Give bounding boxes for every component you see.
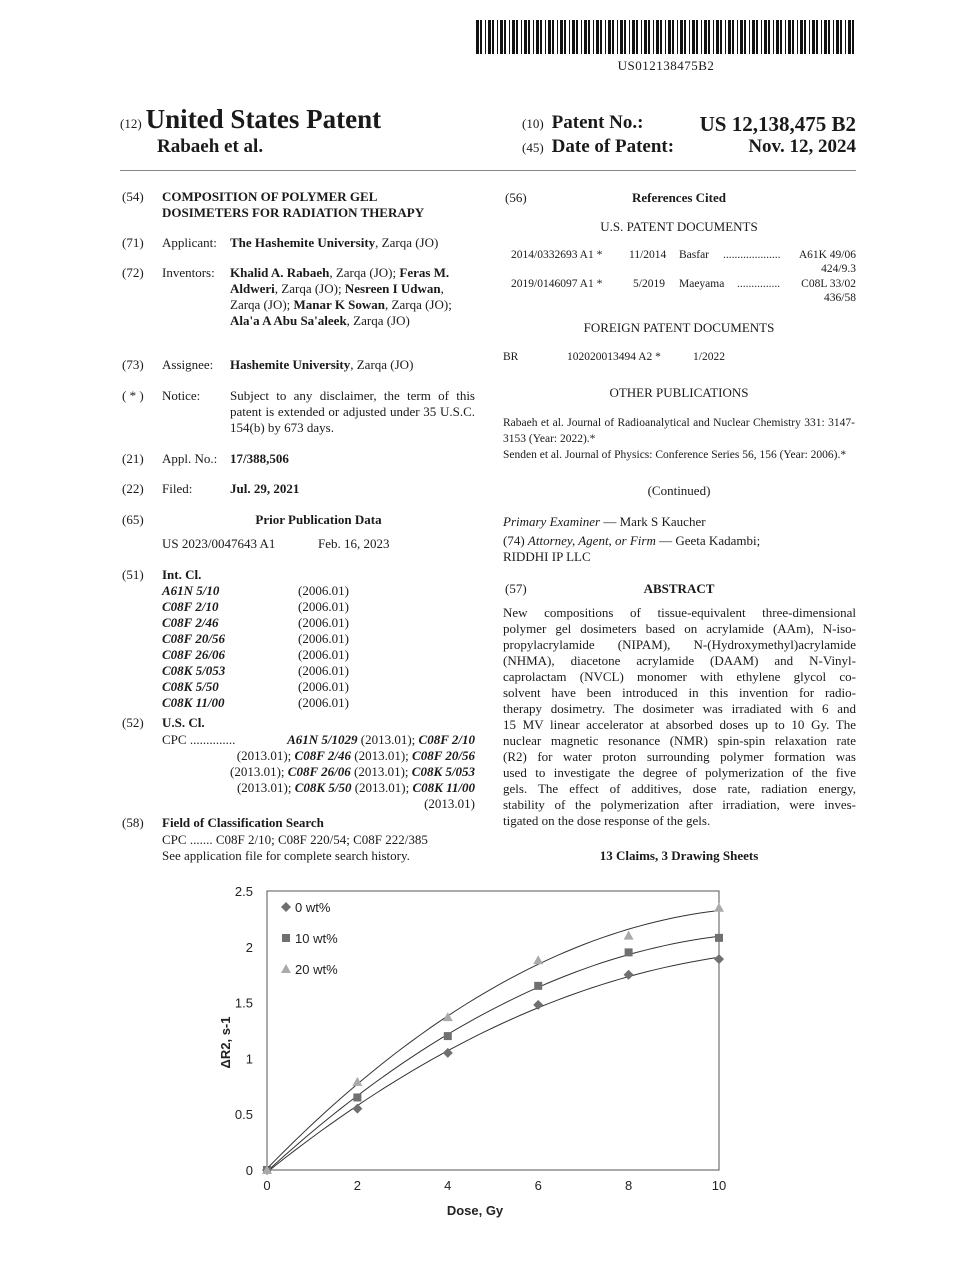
us-cl-heading: U.S. Cl. bbox=[162, 715, 205, 730]
barcode-bar bbox=[512, 20, 515, 54]
barcode-bar bbox=[845, 20, 846, 54]
barcode-bar bbox=[677, 20, 678, 54]
inventor-location: , Zarqa (JO); bbox=[329, 265, 400, 280]
foreign-docs-heading: FOREIGN PATENT DOCUMENTS bbox=[583, 320, 775, 335]
barcode-bar bbox=[540, 20, 542, 54]
cpc-line bbox=[180, 796, 475, 812]
inid-code: (12) bbox=[120, 116, 142, 131]
barcode-bar bbox=[533, 20, 534, 54]
barcode-bar bbox=[485, 20, 486, 54]
barcode-bar bbox=[668, 20, 671, 54]
barcode-bar bbox=[788, 20, 791, 54]
table-row bbox=[162, 631, 349, 647]
int-cl-code: C08K 5/053 bbox=[162, 663, 226, 678]
x-tick-label: 6 bbox=[534, 1178, 542, 1193]
cpc-segment: A61N 5/1029 bbox=[287, 732, 358, 747]
barcode-bar bbox=[812, 20, 815, 54]
barcode-bar bbox=[548, 20, 551, 54]
inventor-name: Feras M. Aldweri bbox=[230, 265, 450, 296]
data-point-square bbox=[444, 1032, 452, 1040]
date-of-patent: Nov. 12, 2024 bbox=[748, 136, 856, 157]
y-tick-label: 1 bbox=[245, 1051, 253, 1067]
y-tick-label: 1.5 bbox=[234, 995, 253, 1011]
prior-publication-date: Feb. 16, 2023 bbox=[318, 536, 390, 551]
cpc-segment: (2013.01); bbox=[236, 780, 295, 795]
barcode-bar bbox=[629, 20, 630, 54]
barcode-bar bbox=[569, 20, 570, 54]
attorney-name: — Geeta Kadambi; bbox=[655, 533, 761, 548]
barcode-bar bbox=[608, 20, 611, 54]
int-cl-version: (2006.01) bbox=[298, 599, 349, 614]
appl-no-label: Appl. No.: bbox=[162, 451, 218, 466]
date-of-patent-label: Date of Patent: bbox=[551, 136, 675, 157]
barcode-bar bbox=[704, 20, 707, 54]
inid-code: (57) bbox=[505, 581, 527, 596]
barcode-bar bbox=[624, 20, 626, 54]
table-row bbox=[162, 599, 349, 615]
barcode-bar bbox=[689, 20, 690, 54]
y-axis-label: ΔR2, s-1 bbox=[218, 1016, 233, 1069]
barcode-bar bbox=[648, 20, 650, 54]
reference-name: Maeyama bbox=[679, 278, 725, 290]
inid-code: (65) bbox=[122, 512, 144, 527]
data-point-triangle bbox=[533, 955, 543, 964]
barcode-bar bbox=[848, 20, 851, 54]
int-cl-code: C08K 11/00 bbox=[162, 695, 225, 710]
barcode-bar bbox=[773, 20, 774, 54]
cpc-segment: (2013.01); bbox=[351, 780, 413, 795]
abstract-line: propylacrylamide (NIPAM), N-(Hydroxymethyl)acrylamide bbox=[503, 637, 856, 652]
barcode-bar bbox=[752, 20, 755, 54]
title-line: DOSIMETERS FOR RADIATION THERAPY bbox=[162, 205, 425, 220]
barcode-bar bbox=[480, 20, 482, 54]
barcode-bar bbox=[744, 20, 746, 54]
claims-summary: 13 Claims, 3 Drawing Sheets bbox=[599, 848, 759, 863]
barcode-bar bbox=[572, 20, 575, 54]
barcode-bar bbox=[816, 20, 818, 54]
barcode-bar bbox=[636, 20, 638, 54]
barcode-bar bbox=[713, 20, 714, 54]
barcode-bar bbox=[605, 20, 606, 54]
cpc-segment: (2013.01); bbox=[236, 748, 295, 763]
barcode-bar bbox=[617, 20, 618, 54]
barcode-bar bbox=[600, 20, 602, 54]
inventors-label: Inventors: bbox=[162, 265, 215, 280]
barcode-bar bbox=[653, 20, 654, 54]
inventor-location: , Zarqa (JO); bbox=[274, 281, 345, 296]
int-cl-version: (2006.01) bbox=[298, 663, 349, 678]
barcode-bar bbox=[737, 20, 738, 54]
reference-dots: .................... bbox=[723, 249, 781, 261]
notice-text: Subject to any disclaimer, the term of this patent is extended or adjusted under 35 U.S.C. 154(b) by 673 days. bbox=[230, 388, 475, 435]
barcode-bar bbox=[500, 20, 503, 54]
data-point-diamond bbox=[714, 954, 724, 964]
foreign-number: 102020013494 A2 * bbox=[567, 351, 661, 363]
cpc-segment: C08F 26/06 bbox=[287, 764, 351, 779]
inventor-name: Manar K Sowan bbox=[293, 297, 386, 312]
inventor-name: Khalid A. Rabaeh bbox=[230, 265, 330, 280]
barcode-bar bbox=[761, 20, 762, 54]
barcode-bar bbox=[852, 20, 854, 54]
cpc-prefix: CPC .............. bbox=[162, 732, 236, 747]
abstract-line: (NHMA), diacetone acrylamide (DAAM) and N-Vinyl- bbox=[503, 653, 856, 668]
barcode-bar bbox=[641, 20, 642, 54]
table-row bbox=[162, 615, 349, 631]
reference-number: 2014/0332693 A1 * bbox=[511, 249, 603, 261]
y-tick-label: 2.5 bbox=[234, 884, 253, 899]
patent-number-label: Patent No.: bbox=[551, 112, 644, 133]
int-cl-code: C08F 20/56 bbox=[162, 631, 225, 646]
barcode-bar bbox=[792, 20, 794, 54]
legend-marker-square bbox=[282, 934, 290, 942]
date-of-patent-line bbox=[522, 136, 856, 158]
barcode-bar bbox=[476, 20, 479, 54]
cpc-segment: C08K 11/00 bbox=[412, 780, 475, 795]
abstract-line: 15 MV linear accelerator at absorbed doses up to 10 Gy. The bbox=[503, 717, 856, 732]
primary-examiner bbox=[503, 514, 706, 530]
table-row bbox=[162, 583, 349, 599]
data-point-diamond bbox=[352, 1104, 362, 1114]
assignee bbox=[230, 357, 480, 373]
barcode-bar bbox=[800, 20, 803, 54]
barcode-bar bbox=[536, 20, 539, 54]
abstract-line: polymer gel dosimeters based on acrylamide (AAm), N-iso- bbox=[503, 621, 856, 636]
applicant-location: , Zarqa (JO) bbox=[375, 235, 439, 250]
int-cl-version: (2006.01) bbox=[298, 679, 349, 694]
attorney-firm: RIDDHI IP LLC bbox=[503, 549, 591, 564]
cpc-segment: C08K 5/053 bbox=[411, 764, 475, 779]
continued-note: (Continued) bbox=[647, 483, 711, 498]
int-cl-heading: Int. Cl. bbox=[162, 567, 202, 582]
reference-date: 5/2019 bbox=[633, 278, 665, 290]
cpc-segment: (2013.01) bbox=[424, 796, 475, 811]
foreign-date: 1/2022 bbox=[693, 351, 725, 363]
y-tick-label: 2 bbox=[245, 939, 253, 955]
barcode-bar bbox=[809, 20, 810, 54]
barcode-bar bbox=[836, 20, 839, 54]
barcode-bar bbox=[696, 20, 698, 54]
us-docs-heading: U.S. PATENT DOCUMENTS bbox=[600, 219, 758, 234]
barcode-bar bbox=[593, 20, 594, 54]
barcode-bar bbox=[749, 20, 750, 54]
int-cl-version: (2006.01) bbox=[298, 631, 349, 646]
reference-class: A61K 49/06 bbox=[798, 249, 856, 261]
inid-code: ( * ) bbox=[122, 388, 144, 403]
barcode-bar bbox=[560, 20, 563, 54]
foreign-country: BR bbox=[503, 351, 519, 363]
barcode-bar bbox=[612, 20, 614, 54]
barcode-bar bbox=[552, 20, 554, 54]
barcode-bar bbox=[828, 20, 830, 54]
patent-number-line bbox=[522, 112, 856, 134]
inid-code: (72) bbox=[122, 265, 144, 280]
reference-name: Basfar bbox=[679, 249, 710, 261]
abstract-line: tigated on the dose response of the gels. bbox=[503, 813, 711, 828]
assignee-name: Hashemite University bbox=[230, 357, 351, 372]
patent-title bbox=[162, 189, 482, 221]
data-point-triangle bbox=[714, 903, 724, 912]
inid-code: (22) bbox=[122, 481, 144, 496]
barcode-bar bbox=[756, 20, 758, 54]
legend-label: 0 wt% bbox=[295, 900, 331, 915]
inid-code: (52) bbox=[122, 715, 144, 730]
x-tick-label: 10 bbox=[711, 1178, 727, 1193]
abstract-line: solvent have been introduced in this invention for radio- bbox=[503, 685, 856, 700]
barcode-bar bbox=[785, 20, 786, 54]
cpc-segment: (2013.01); bbox=[350, 764, 412, 779]
abstract-line: caprolactam (NVCL) monomer with ethylene glycol co- bbox=[503, 669, 856, 684]
inid-code: (74) bbox=[503, 533, 525, 548]
int-cl-version: (2006.01) bbox=[298, 647, 349, 662]
int-cl-version: (2006.01) bbox=[298, 615, 349, 630]
x-axis-label: Dose, Gy bbox=[446, 1203, 504, 1218]
reference-row bbox=[511, 277, 856, 305]
reference-date: 11/2014 bbox=[629, 249, 667, 261]
barcode-bar bbox=[488, 20, 491, 54]
inid-code: (10) bbox=[522, 116, 544, 131]
legend-label: 10 wt% bbox=[295, 931, 338, 946]
inid-code: (58) bbox=[122, 815, 144, 830]
x-tick-label: 4 bbox=[444, 1178, 452, 1193]
cpc-line bbox=[180, 732, 475, 748]
int-cl-table bbox=[162, 583, 349, 711]
cpc-segment: C08F 20/56 bbox=[412, 748, 475, 763]
abstract-line: gels. The effect of additives, dose rate, radiation energy, bbox=[503, 781, 856, 796]
barcode-bar bbox=[776, 20, 779, 54]
barcode-bar bbox=[672, 20, 674, 54]
int-cl-version: (2006.01) bbox=[298, 583, 349, 598]
appl-no: 17/388,506 bbox=[230, 451, 289, 466]
inventor-name: Ala'a A Abu Sa'aleek bbox=[230, 313, 347, 328]
examiner-name: — Mark S Kaucher bbox=[600, 514, 706, 529]
barcode-bar bbox=[576, 20, 578, 54]
barcode-bar bbox=[545, 20, 546, 54]
patent-number: US 12,138,475 B2 bbox=[699, 112, 856, 136]
barcode-bar bbox=[720, 20, 722, 54]
data-point-square bbox=[625, 948, 633, 956]
data-point-square bbox=[353, 1093, 361, 1101]
barcode-bar bbox=[660, 20, 662, 54]
inventor-location: , Zarqa (JO); bbox=[385, 297, 452, 312]
barcode-bar bbox=[656, 20, 659, 54]
inid-code: (56) bbox=[505, 190, 527, 205]
barcode-bar bbox=[780, 20, 782, 54]
attorney bbox=[503, 533, 760, 549]
data-point-square bbox=[715, 934, 723, 942]
barcode-bar bbox=[764, 20, 767, 54]
barcode-bar bbox=[497, 20, 498, 54]
other-publication: Senden et al. Journal of Physics: Conference Series 56, 156 (Year: 2006).* bbox=[503, 449, 847, 461]
barcode-bar bbox=[564, 20, 566, 54]
x-tick-label: 8 bbox=[624, 1178, 633, 1193]
barcode-bar bbox=[521, 20, 522, 54]
inventor-location: , Zarqa (JO); bbox=[230, 281, 444, 312]
barcode-bar bbox=[684, 20, 686, 54]
data-point-triangle bbox=[624, 931, 634, 940]
barcode-bar bbox=[504, 20, 506, 54]
applicant-label: Applicant: bbox=[162, 235, 217, 250]
applicant-name: The Hashemite University bbox=[230, 235, 376, 250]
abstract-line: nuclear magnetic resonance (NMR) spin-spin relaxation rate bbox=[503, 733, 856, 748]
barcode-bar bbox=[821, 20, 822, 54]
barcode-bar bbox=[708, 20, 710, 54]
reference-class: C08L 33/02 bbox=[801, 278, 856, 290]
legend-label: 20 wt% bbox=[295, 962, 338, 977]
assignee-location: , Zarqa (JO) bbox=[350, 357, 414, 372]
barcode-bar bbox=[516, 20, 518, 54]
inid-code: (45) bbox=[522, 140, 544, 155]
assignee-label: Assignee: bbox=[162, 357, 214, 372]
cpc-segment: (2013.01); bbox=[351, 748, 413, 763]
cpc-line bbox=[180, 764, 475, 780]
int-cl-code: C08F 26/06 bbox=[162, 647, 225, 662]
field-search-note: See application file for complete search history. bbox=[162, 848, 410, 863]
inid-code: (21) bbox=[122, 451, 144, 466]
cpc-segment: C08K 5/50 bbox=[294, 780, 352, 795]
abstract-line: stability of the polymerization after irradiation, were inves- bbox=[503, 797, 856, 812]
inventor-name: Nesreen I Udwan bbox=[344, 281, 441, 296]
barcode-bar bbox=[509, 20, 510, 54]
barcode-bar bbox=[732, 20, 734, 54]
barcode-bar bbox=[701, 20, 702, 54]
reference-subclass: 424/9.3 bbox=[821, 263, 856, 275]
inid-code: (51) bbox=[122, 567, 144, 582]
y-tick-label: 0.5 bbox=[234, 1107, 253, 1123]
reference-row bbox=[511, 248, 856, 276]
abstract-line: used to investigate the degree of polymerization of the five bbox=[503, 765, 856, 780]
barcode-bar bbox=[840, 20, 842, 54]
legend-marker-triangle bbox=[281, 964, 291, 973]
title-line: COMPOSITION OF POLYMER GEL bbox=[162, 189, 378, 204]
barcode-bar bbox=[581, 20, 582, 54]
foreign-reference-row bbox=[503, 350, 855, 364]
x-tick-label: 0 bbox=[263, 1178, 271, 1193]
references-heading: References Cited bbox=[632, 190, 726, 205]
barcode-bar bbox=[665, 20, 666, 54]
cpc-segment: C08F 2/46 bbox=[294, 748, 351, 763]
trendline-triangle bbox=[267, 911, 719, 1169]
cpc-segment: (2013.01); bbox=[357, 732, 419, 747]
data-point-square bbox=[534, 982, 542, 990]
table-row bbox=[162, 679, 349, 695]
barcode-bar bbox=[596, 20, 599, 54]
table-row bbox=[162, 663, 349, 679]
prior-publication-number: US 2023/0047643 A1 bbox=[162, 536, 276, 551]
publication-number: US012138475B2 bbox=[617, 58, 715, 73]
dose-response-chart bbox=[210, 878, 770, 1223]
cpc-line bbox=[180, 780, 475, 796]
cpc-classifications bbox=[180, 732, 475, 812]
field-search-heading: Field of Classification Search bbox=[162, 815, 324, 830]
barcode-bar bbox=[833, 20, 834, 54]
barcode-bar bbox=[524, 20, 527, 54]
data-point-diamond bbox=[533, 1000, 543, 1010]
patent-type: United States Patent bbox=[145, 104, 382, 134]
int-cl-code: C08F 2/10 bbox=[162, 599, 219, 614]
int-cl-code: A61N 5/10 bbox=[162, 583, 220, 598]
inventor-location: , Zarqa (JO) bbox=[346, 313, 410, 328]
other-publications-heading: OTHER PUBLICATIONS bbox=[609, 385, 749, 400]
notice-label: Notice: bbox=[162, 388, 201, 403]
inventor-short: Rabaeh et al. bbox=[157, 136, 264, 157]
abstract-line: New compositions of tissue-equivalent three-dimensional bbox=[503, 605, 856, 620]
barcode-bar bbox=[680, 20, 683, 54]
abstract-heading: ABSTRACT bbox=[643, 581, 715, 596]
barcode-bar bbox=[588, 20, 590, 54]
barcode-bar bbox=[768, 20, 770, 54]
int-cl-code: C08K 5/50 bbox=[162, 679, 219, 694]
header-divider bbox=[120, 170, 856, 171]
table-row bbox=[162, 695, 349, 711]
barcode-bar bbox=[692, 20, 695, 54]
other-publication: Rabaeh et al. Journal of Radioanalytical and Nuclear Chemistry 331: 3147-3153 (Year: 2022).* bbox=[503, 417, 855, 445]
field-search-cpc: CPC ....... C08F 2/10; C08F 220/54; C08F 222/385 bbox=[162, 832, 428, 847]
filed-date: Jul. 29, 2021 bbox=[230, 481, 300, 496]
barcode-bar bbox=[620, 20, 623, 54]
reference-dots: ............... bbox=[737, 278, 781, 290]
barcode-bar bbox=[584, 20, 587, 54]
barcode-bar bbox=[740, 20, 743, 54]
barcode-bar bbox=[632, 20, 635, 54]
abstract-line: therapy dosimetry. The dosimeter was irradiated with 6 and bbox=[503, 701, 856, 716]
reference-number: 2019/0146097 A1 * bbox=[511, 278, 603, 290]
barcode-bar bbox=[528, 20, 530, 54]
applicant bbox=[230, 235, 480, 251]
barcode-bar bbox=[716, 20, 719, 54]
reference-subclass: 436/58 bbox=[824, 292, 856, 304]
abstract-text bbox=[503, 605, 856, 829]
barcode-bar bbox=[557, 20, 558, 54]
filed-label: Filed: bbox=[162, 481, 193, 496]
barcode-bar bbox=[824, 20, 827, 54]
barcode bbox=[476, 20, 856, 54]
prior-publication-heading: Prior Publication Data bbox=[255, 512, 382, 527]
x-tick-label: 2 bbox=[353, 1178, 362, 1193]
examiner-label: Primary Examiner bbox=[503, 514, 601, 529]
barcode-bar bbox=[725, 20, 726, 54]
barcode-bar bbox=[797, 20, 798, 54]
cpc-line bbox=[180, 748, 475, 764]
inventors-list bbox=[230, 265, 476, 329]
barcode-bar bbox=[728, 20, 731, 54]
inid-code: (54) bbox=[122, 189, 144, 204]
barcode-bar bbox=[804, 20, 806, 54]
table-row bbox=[162, 647, 349, 663]
cpc-segment: (2013.01); bbox=[230, 764, 288, 779]
int-cl-code: C08F 2/46 bbox=[162, 615, 219, 630]
inid-code: (71) bbox=[122, 235, 144, 250]
y-tick-label: 0 bbox=[245, 1163, 253, 1178]
abstract-line: (R2) for water proton surrounding polymer formation was bbox=[503, 749, 856, 764]
cpc-segment: C08F 2/10 bbox=[418, 732, 475, 747]
int-cl-version: (2006.01) bbox=[298, 695, 349, 710]
data-point-diamond bbox=[624, 970, 634, 980]
patent-type-line bbox=[120, 104, 381, 135]
trendline-diamond bbox=[267, 957, 719, 1172]
barcode-bar bbox=[644, 20, 647, 54]
attorney-label: Attorney, Agent, or Firm bbox=[527, 533, 656, 548]
barcode-bar bbox=[492, 20, 494, 54]
legend-marker-diamond bbox=[281, 902, 291, 912]
inid-code: (73) bbox=[122, 357, 144, 372]
